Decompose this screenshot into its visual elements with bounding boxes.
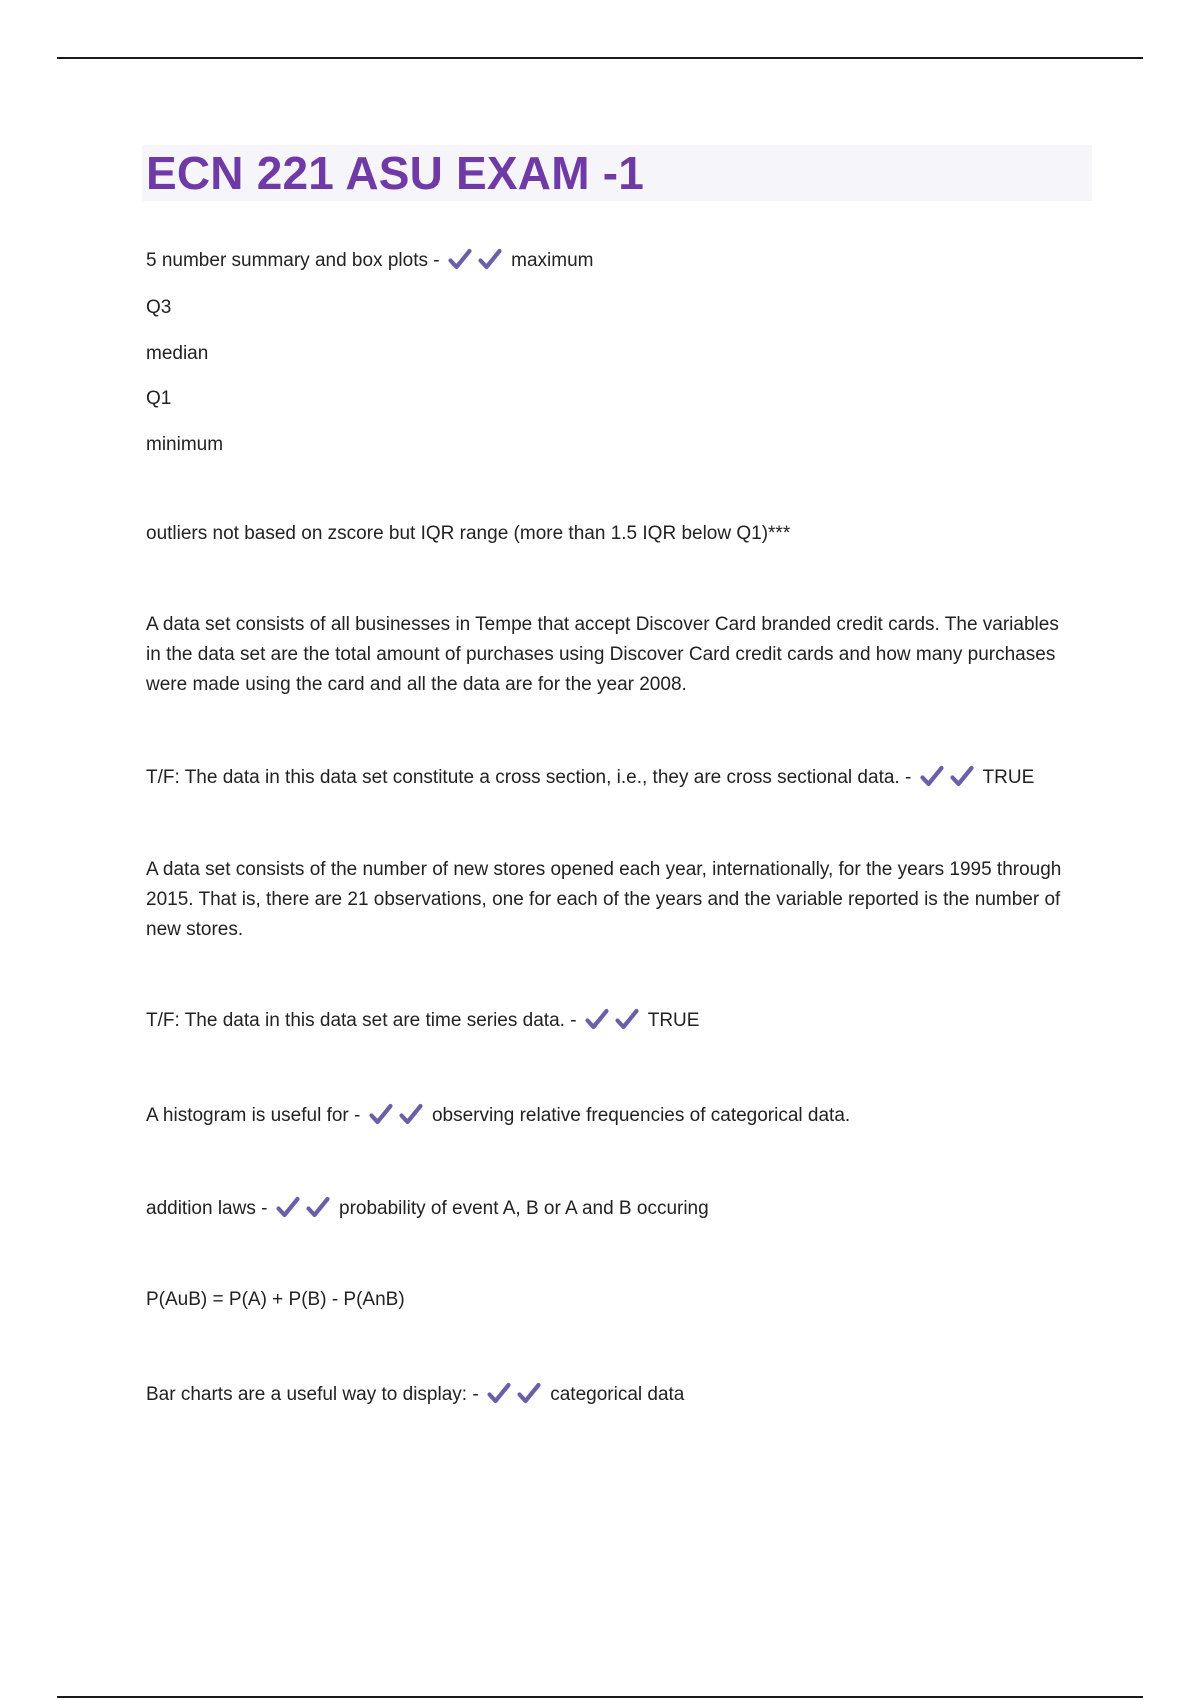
- question-text: 5 number summary and box plots -: [146, 250, 440, 271]
- answer-line-q1: Q1: [146, 388, 172, 409]
- checkmark-icon: [276, 1196, 300, 1218]
- checkmark-icon: [478, 248, 502, 270]
- qa-cross-section: [146, 763, 1034, 793]
- checkmark-icon: [399, 1103, 423, 1125]
- answer-marker: [920, 765, 974, 787]
- checkmark-icon: [448, 248, 472, 270]
- answer-line-median: median: [146, 343, 209, 364]
- answer-text: observing relative frequencies of categorical data.: [431, 1105, 851, 1126]
- note-outliers: outliers not based on zscore but IQR range (more than 1.5 IQR below Q1)***: [146, 523, 791, 544]
- answer-text: TRUE: [647, 1010, 700, 1031]
- question-text: Bar charts are a useful way to display: -: [146, 1384, 479, 1405]
- document-title: ECN 221 ASU EXAM -1: [146, 147, 645, 199]
- answer-line-minimum: minimum: [146, 434, 224, 455]
- checkmark-icon: [369, 1103, 393, 1125]
- qa-time-series: [146, 1006, 699, 1036]
- answer-line-q3: Q3: [146, 297, 172, 318]
- question-text: addition laws -: [146, 1198, 268, 1219]
- answer-text: categorical data: [550, 1384, 685, 1405]
- qa-histogram: [146, 1101, 850, 1131]
- answer-text: TRUE: [982, 767, 1035, 788]
- answer-marker: [585, 1008, 639, 1030]
- checkmark-icon: [950, 765, 974, 787]
- checkmark-icon: [920, 765, 944, 787]
- answer-text: probability of event A, B or A and B occuring: [339, 1198, 709, 1219]
- checkmark-icon: [585, 1008, 609, 1030]
- checkmark-icon: [487, 1382, 511, 1404]
- checkmark-icon: [517, 1382, 541, 1404]
- paragraph-discover-card: A data set consists of all businesses in Tempe that accept Discover Card branded credit cards. The variables in the data set are the total amount of purchases using Discover Card credit cards and how many purchases were made using the card and all the data are for the year 2008.: [146, 614, 1059, 695]
- bottom-rule: [57, 1696, 1143, 1698]
- qa-addition-laws: [146, 1194, 709, 1224]
- checkmark-icon: [615, 1008, 639, 1030]
- question-text: T/F: The data in this data set are time series data. -: [146, 1010, 577, 1031]
- answer-marker: [276, 1196, 330, 1218]
- paragraph-new-stores: A data set consists of the number of new stores opened each year, internationally, for the years 1995 through 2015. That is, there are 21 observations, one for each of the years and the variable reported is the number of new stores.: [146, 859, 1062, 940]
- checkmark-icon: [306, 1196, 330, 1218]
- answer-marker: [448, 248, 502, 270]
- qa-bar-charts: [146, 1380, 684, 1410]
- answer-marker: [487, 1382, 541, 1404]
- question-text: A histogram is useful for -: [146, 1105, 361, 1126]
- top-rule: [57, 57, 1143, 59]
- qa-five-number-summary: [146, 246, 593, 276]
- question-text: T/F: The data in this data set constitute a cross section, i.e., they are cross sectional data. -: [146, 767, 912, 788]
- formula-addition-law: P(AuB) = P(A) + P(B) - P(AnB): [146, 1289, 405, 1310]
- answer-marker: [369, 1103, 423, 1125]
- answer-text: maximum: [511, 250, 594, 271]
